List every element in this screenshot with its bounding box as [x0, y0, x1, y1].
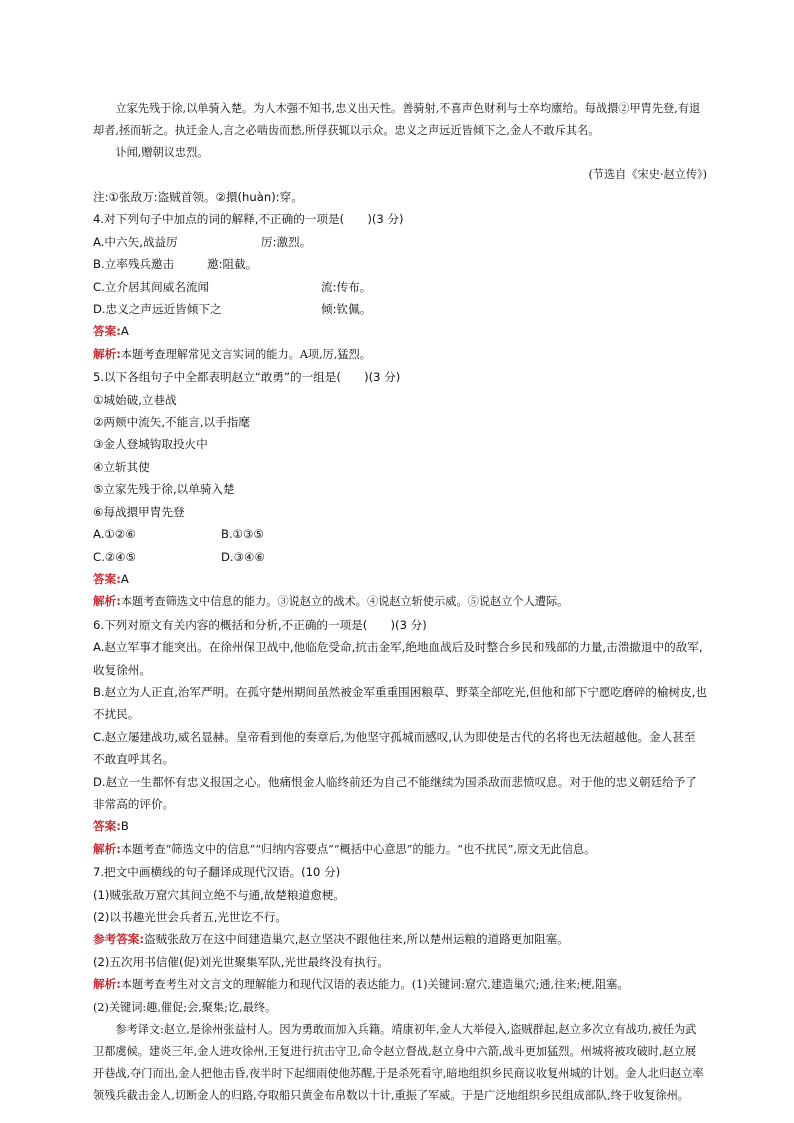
q6-option-b: B.赵立为人正直,治军严明。在孤守楚州期间虽然被金军重重围困粮草、野菜全部吃光,但他和部下宁愿吃磨碎的榆树皮,也不扰民。 — [93, 684, 707, 722]
q5-choice-b: B.①③⑤ — [221, 527, 264, 542]
q7-reference-1 — [93, 928, 707, 950]
q4-option-c-sentence: C.立介居其间威名流闻 — [93, 279, 210, 294]
q7-translation: 参考译文:赵立,是徐州张益村人。因为勇敢而加入兵籍。靖康初年,金人大举侵入,盗贼群起,赵立多次立有战功,被任为武卫都虞候。建炎三年,金人进攻徐州,王复进行抗击守卫,命令赵立督战,赵立身中六箭,战斗更加猛烈。州城将被攻破时,赵立展开巷战,夺门而出,金人把他击昏,夜半时下起细雨使他苏醒,于是杀死看守,暗地组织乡民商议收复州城的计划。金人北归赵立率领残兵截击金人,切断金人的归路,夺取船只黄金布帛数以十计,重振了军威。于是广泛地组织乡民组成部队,终于收复徐州。 — [93, 1023, 704, 1103]
q5-choice-c: C.②④⑤ — [93, 549, 136, 564]
q6-option-d: D.赵立一生都怀有忠义报国之心。他痛恨金人临终前还为自己不能继续为国杀敌而悲愤叹息。对于他的忠义朝廷给予了非常高的评价。 — [93, 774, 697, 811]
q6-option-c: C.赵立屡建战功,威名显赫。皇帝看到他的奏章后,为他坚守孤城而感叹,认为即使是古代的名将也无法超越他。金人甚至不敢直呼其名。 — [93, 729, 696, 767]
answer-value: A — [120, 324, 129, 339]
answer-label: 答案: — [93, 324, 121, 339]
q7-reference-2: (2)五次用书信催(促)刘光世聚集军队,光世最终没有执行。 — [93, 954, 389, 969]
analysis-text: 本题考查理解常见文言实词的能力。A项,厉,猛烈。 — [120, 347, 371, 361]
q4-option-d-gloss: 倾:钦佩。 — [321, 302, 372, 317]
analysis-text-1: 本题考查考生对文言文的理解能力和现代汉语的表达能力。(1)关键词:窟穴,建造巢穴;通,往来;梗,阻塞。 — [120, 978, 629, 992]
q6-option-a: A.赵立军事才能突出。在徐州保卫战中,他临危受命,抗击金军,绝地血战后及时整合乡民和残部的力量,击溃撤退中的敌军,收复徐州。 — [93, 640, 703, 677]
analysis-label: 解析: — [93, 346, 121, 361]
passage-paragraph-1: 立家先残于徐,以单骑入楚。为人木强不知书,忠义出天性。善骑射,不喜声色财利与士卒均廪给。每战擐②甲胄先登,有退却者,拯而斩之。执迁金人,言之必啮齿而愁,所俘获辄以示众。忠义之声远近皆倾下之,金人不敢斥其名。 — [93, 102, 701, 137]
answer-value: B — [120, 819, 129, 834]
q6-answer — [93, 815, 707, 837]
analysis-label: 解析: — [93, 841, 121, 856]
q7-analysis-2: (2)关键词:趣,催促;会,聚集;讫,最终。 — [93, 1000, 277, 1014]
q5-item-1: ①城始破,立巷战 — [93, 392, 177, 407]
q6-analysis — [93, 838, 707, 861]
q4-option-a-gloss: 厉:激烈。 — [261, 234, 312, 249]
q4-stem: 4.对下列句子中加点的词的解释,不正确的一项是( )(3 分) — [93, 212, 404, 227]
q4-option-a-sentence: A.中六矢,战益厉 — [93, 234, 178, 249]
q5-analysis — [93, 590, 707, 613]
passage-paragraph-2: 讣闻,赠朝议忠烈。 — [115, 146, 209, 159]
analysis-label: 解析: — [93, 977, 121, 992]
analysis-text: 本题考查筛选文中信息的能力。③说赵立的战术。④说赵立斩使示威。⑤说赵立个人遭际。 — [120, 595, 569, 609]
q4-option-b-sentence: B.立率残兵邀击 — [93, 257, 175, 272]
q4-option-c-gloss: 流:传布。 — [321, 279, 372, 294]
analysis-text: 本题考查“筛选文中的信息”“归纳内容要点”“概括中心意思”的能力。“也不扰民”,原文无此信息。 — [120, 842, 596, 856]
reference-label: 参考答案: — [93, 932, 145, 947]
q4-option-a — [93, 231, 707, 253]
q6-stem: 6.下列对原文有关内容的概括和分析,不正确的一项是( )(3 分) — [93, 617, 427, 632]
q4-option-c — [93, 276, 707, 298]
q5-choice-a: A.①②⑥ — [93, 527, 136, 542]
q7-item-2: (2)以书趣光世会兵者五,光世讫不行。 — [93, 910, 288, 924]
reference-text-1: 盗贼张敌万在这中间建造巢穴,赵立坚决不跟他往来,所以楚州运粮的道路更加阻塞。 — [144, 932, 569, 947]
q5-item-3: ③金人登城钩取投火中 — [93, 437, 208, 452]
q4-option-d — [93, 298, 707, 320]
q4-analysis — [93, 343, 707, 366]
q5-answer — [93, 568, 707, 590]
q5-item-5: ⑤立家先残于徐,以单骑入楚 — [93, 482, 235, 497]
analysis-label: 解析: — [93, 594, 121, 609]
document-page — [93, 98, 707, 1107]
q7-item-1: (1)贼张敌万窟穴其间立绝不与通,故楚粮道愈梗。 — [93, 887, 345, 902]
answer-value: A — [120, 571, 129, 586]
answer-label: 答案: — [93, 819, 121, 834]
answer-label: 答案: — [93, 571, 121, 586]
q5-item-2: ②两颊中流矢,不能言,以手指麾 — [93, 415, 250, 430]
q4-option-d-sentence: D.忠义之声远近皆倾下之 — [93, 302, 222, 317]
annotation-note: 注:①张敌万:盗贼首领。②擐(huàn):穿。 — [93, 190, 303, 204]
q5-stem: 5.以下各组句子中全都表明赵立“敢勇”的一组是( )(3 分) — [93, 370, 401, 385]
q7-stem: 7.把文中画横线的句子翻译成现代汉语。(10 分) — [93, 865, 341, 880]
q4-option-b — [93, 253, 707, 275]
q7-analysis-1 — [93, 973, 707, 996]
q5-choices-row-1 — [93, 523, 707, 545]
q5-choice-d: D.③④⑥ — [221, 549, 265, 564]
q5-item-4: ④立斩其使 — [93, 459, 150, 474]
q5-item-6: ⑥每战擐甲胄先登 — [93, 504, 185, 519]
q5-choices-row-2 — [93, 546, 707, 568]
q4-answer — [93, 320, 707, 342]
passage-source: (节选自《宋史·赵立传》) — [588, 168, 707, 181]
q4-option-b-gloss: 邀:阻截。 — [207, 257, 258, 272]
